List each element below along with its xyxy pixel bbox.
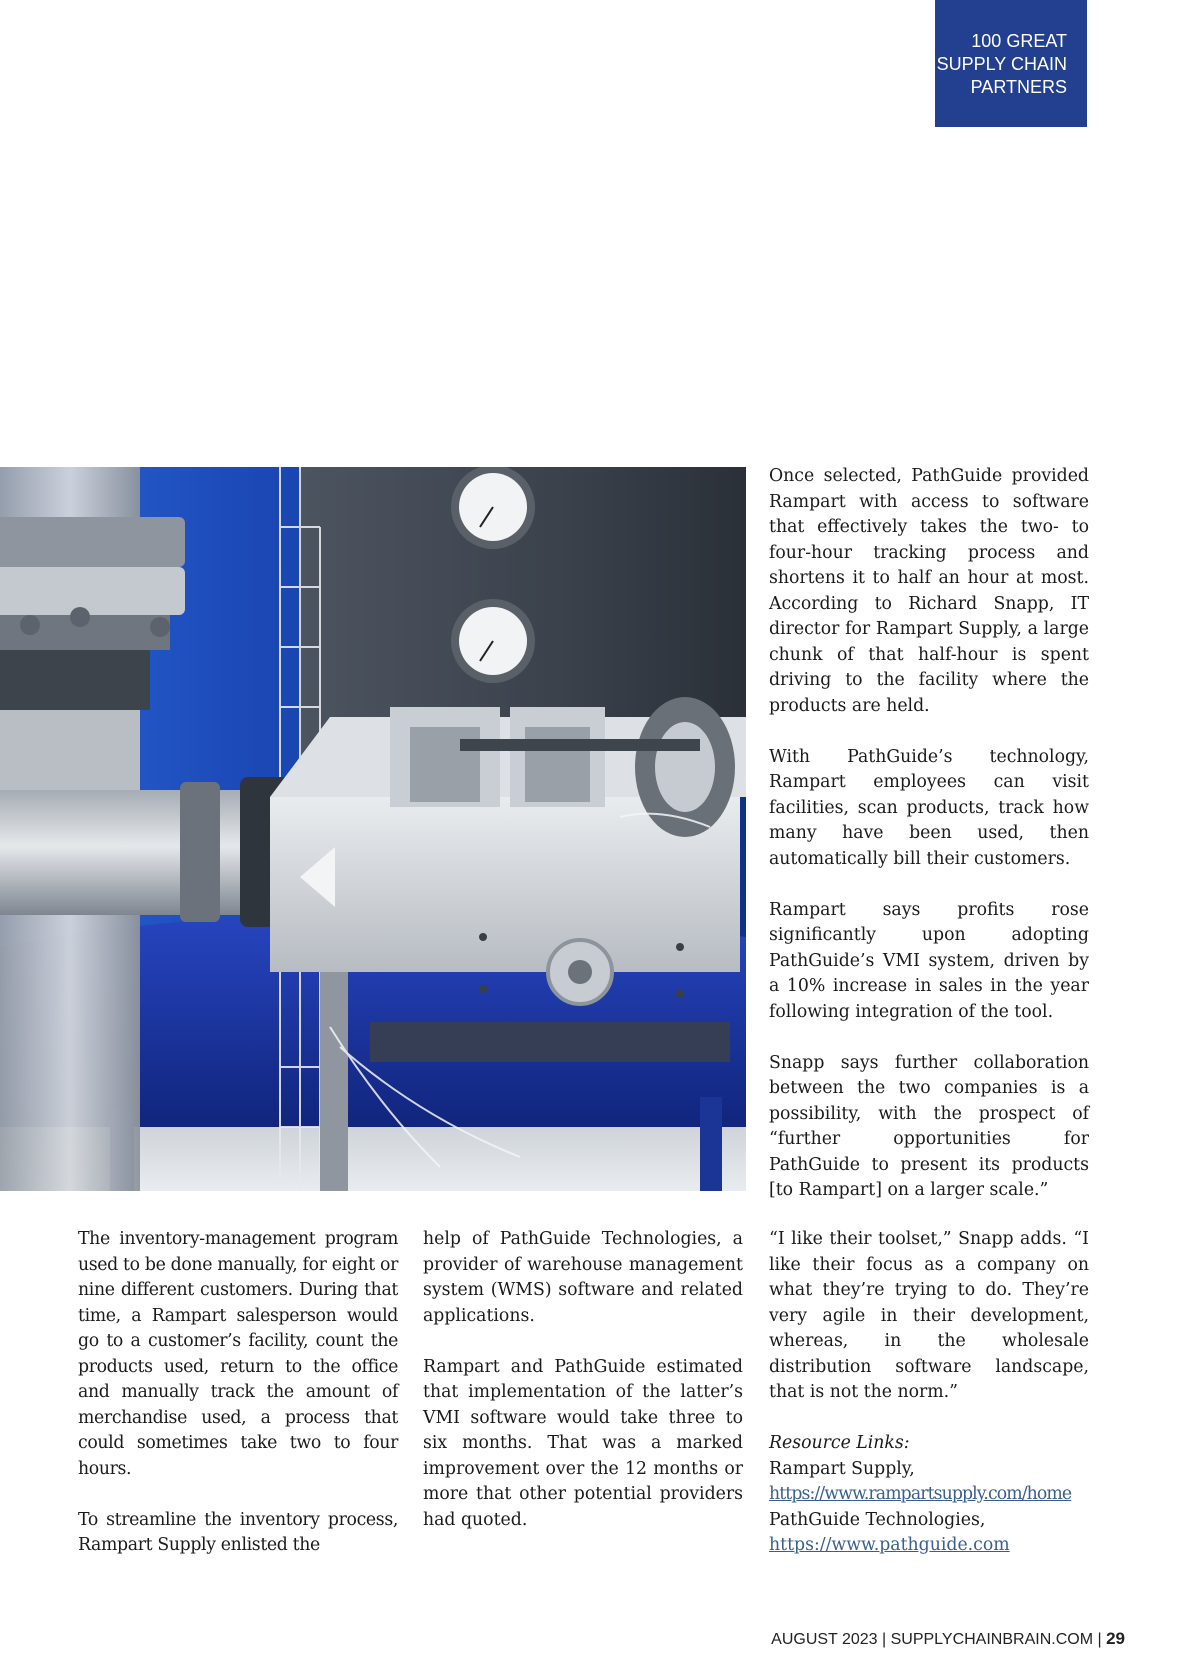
badge-line-3: PARTNERS — [970, 77, 1067, 97]
paragraph: With PathGuide’s technology, Rampart employees can visit facilities, scan products, track how many have been used, then automatically bill their customers. — [769, 746, 1089, 869]
paragraph: help of PathGuide Technologies, a provider of warehouse management system (WMS) software and related applications. — [423, 1229, 743, 1326]
paragraph: Rampart and PathGuide estimated that implementation of the latter’s VMI software would take three to six months. That was a marked improvement over the 12 months or more that other potential providers had quoted. — [423, 1356, 743, 1530]
left-column-text — [78, 1227, 398, 1559]
quote-and-resources — [769, 1227, 1089, 1559]
resources-heading: Resource Links: — [769, 1433, 910, 1453]
page-number: 29 — [1106, 1629, 1125, 1648]
section-badge — [935, 0, 1087, 127]
page-footer — [771, 1629, 1125, 1649]
pathguide-name: PathGuide Technologies, — [769, 1509, 986, 1530]
footer-text: AUGUST 2023 | SUPPLYCHAINBRAIN.COM | — [771, 1631, 1102, 1648]
paragraph: Once selected, PathGuide provided Rampart with access to software that effectively takes the two- to four-hour tracking process and shortens it to half an hour at most. According to Richard Snapp, IT director for Rampart Supply, a large chunk of that half-hour is spent driving to the facility where the products are held. — [769, 466, 1089, 716]
badge-line-2: SUPPLY CHAIN — [936, 54, 1067, 74]
middle-column-text — [423, 1227, 743, 1533]
badge-line-1: 100 GREAT — [971, 31, 1067, 51]
rampart-link[interactable]: https://www.rampartsupply.com/home — [769, 1484, 1072, 1504]
rampart-name: Rampart Supply, — [769, 1458, 915, 1479]
paragraph: Snapp says further collaboration between the two companies is a possibility, with the prospect of “further opportunities for PathGuide to present its products [to Rampart] on a larger scale.” — [769, 1052, 1089, 1200]
quote-paragraph: “I like their toolset,” Snapp adds. “I like their focus as a company on what they’re trying to do. They’re very agile in their development, whereas, in the wholesale distribution software landscape, that is not the norm.” — [769, 1229, 1089, 1402]
paragraph: To streamline the inventory process, Rampart Supply enlisted the — [78, 1509, 398, 1555]
industrial-pipes-photo — [0, 467, 746, 1191]
paragraph: The inventory-management program used to be done manually, for eight or nine different customers. During that time, a Rampart salesperson would go to a customer’s facility, count the products used, return to the office and manually track the amount of merchandise used, a process that could sometimes take two to four hours. — [78, 1229, 398, 1479]
right-column-text — [769, 464, 1089, 1204]
pathguide-link[interactable]: https://www.pathguide.com — [769, 1535, 1010, 1555]
paragraph: Rampart says profits rose significantly upon adopting PathGuide’s VMI system, driven by a 10% increase in sales in the year following integration of the tool. — [769, 899, 1089, 1022]
